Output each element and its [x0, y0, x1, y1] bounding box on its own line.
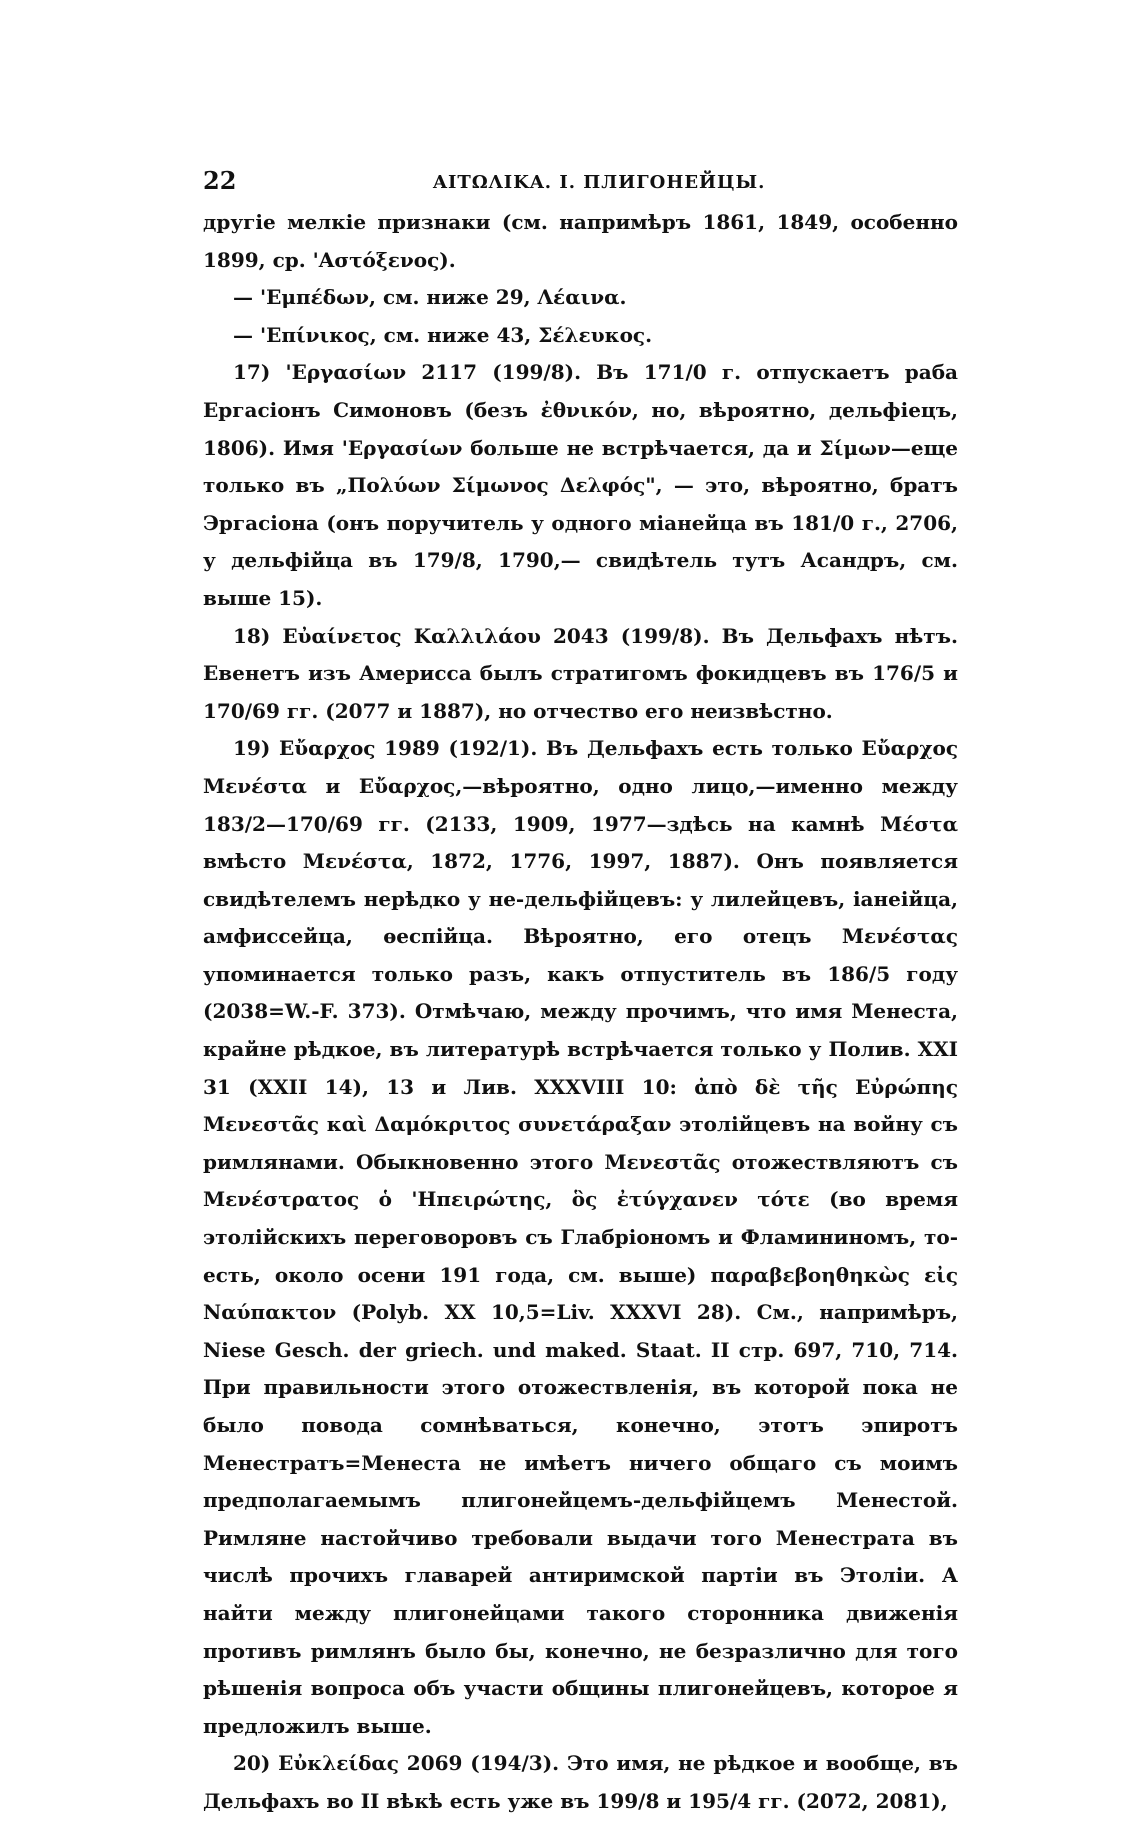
running-title: ΑΙΤΩΛΙΚΑ. I. ПЛИГОНЕЙЦЫ.: [433, 172, 766, 193]
paragraph-continuation: другіе мелкіе признаки (см. напримѣръ 1861, 1849, особенно 1899, ср. 'Αστόξενος).: [203, 210, 958, 272]
page-header: [203, 162, 958, 204]
paragraph-empedon: — 'Εμπέδων, см. ниже 29, Λέαινα.: [233, 285, 627, 310]
paragraph-17: 17) 'Εργασίων 2117 (199/8). Въ 171/0 г. отпускаетъ раба Ергасіонъ Симоновъ (безъ ἐθνικόν, но, вѣроятно, дельфіецъ, 1806). Имя 'Εργασίων больше не встрѣчается, да и Σίμων—еще только въ „Πολύων Σίμωνος Δελφός", — это, вѣроятно, братъ Эргасіона (онъ поручитель у одного міанейца въ 181/0 г., 2706, у дельфійца въ 179/8, 1790,— свидѣтель тутъ Асандръ, см. выше 15).: [203, 360, 958, 610]
body-text: [203, 204, 958, 1821]
paragraph-18: 18) Εὐαίνετος Καλλιλάου 2043 (199/8). Въ Дельфахъ нѣтъ. Евенетъ изъ Америсса былъ стратигомъ фокидцевъ въ 176/5 и 170/69 гг. (2077 и 1887), но отчество его неизвѣстно.: [203, 623, 958, 723]
paragraph-19: 19) Εὔαρχος 1989 (192/1). Въ Дельфахъ есть только Εὔαρχος Μενέστα и Εὔαρχος,—вѣроятно, одно лицо,—именно между 183/2—170/69 гг. (2133, 1909, 1977—здѣсь на камнѣ Μέστα вмѣсто Μενέστα, 1872, 1776, 1997, 1887). Онъ появляется свидѣтелемъ нерѣдко у не-дельфійцевъ: у лилейцевъ, іанеійца, амфиссейца, ѳеспійца. Вѣроятно, его отецъ Μενέστας упоминается только разъ, какъ отпуститель въ 186/5 году (2038=W.-F. 373). Отмѣчаю, между прочимъ, что имя Менеста, крайне рѣдкое, въ литературѣ встрѣчается только у Полив. XXI 31 (XXII 14), 13 и Лив. XXXVIII 10: ἀπὸ δὲ τῆς Εὐρώπης Μενεστᾶς καὶ Δαμόκριτος συνετάραξαν этолійцевъ на войну съ римлянами. Обыкновенно этого Μενεστᾶς отожествляютъ съ Μενέστρατος ὁ 'Ηπειρώτης, ὃς ἐτύγχανεν τότε (во время этолійскихъ переговоровъ съ Глабріономъ и Фламининомъ, то-есть, около осени 191 года, см. выше) παραβεβοηθηκὼς εἰς Ναύπακτον (Polyb. XX 10,5=Liv. XXXVI 28). См., напримѣръ, Niese Gesch. der griech. und maked. Staat. II стр. 697, 710, 714. При правильности этого отожествленія, въ которой пока не было повода сомнѣваться, конечно, этотъ эпиротъ Менестратъ=Менеста не имѣетъ ничего общаго съ моимъ предполагаемымъ плигонейцемъ-дельфійцемъ Менестой. Римляне настойчиво требовали выдачи того Менестрата въ числѣ прочихъ главарей антиримской партіи въ Этоліи. А найти между плигонейцами такого сторонника движенія противъ римлянъ было бы, конечно, не безразлично для того рѣшенія вопроса объ участи общины плигонейцевъ, которое я предложилъ выше.: [203, 736, 958, 1738]
page-number: 22: [203, 166, 237, 195]
document-page: [203, 162, 958, 1821]
paragraph-epinikos: — 'Επίνικος, см. ниже 43, Σέλευκος.: [233, 322, 653, 347]
paragraph-20: 20) Εὐκλείδας 2069 (194/3). Это имя, не рѣдкое и вообще, въ Дельфахъ во II вѣкѣ есть уже въ 199/8 и 195/4 гг. (2072, 2081),: [203, 1751, 958, 1813]
